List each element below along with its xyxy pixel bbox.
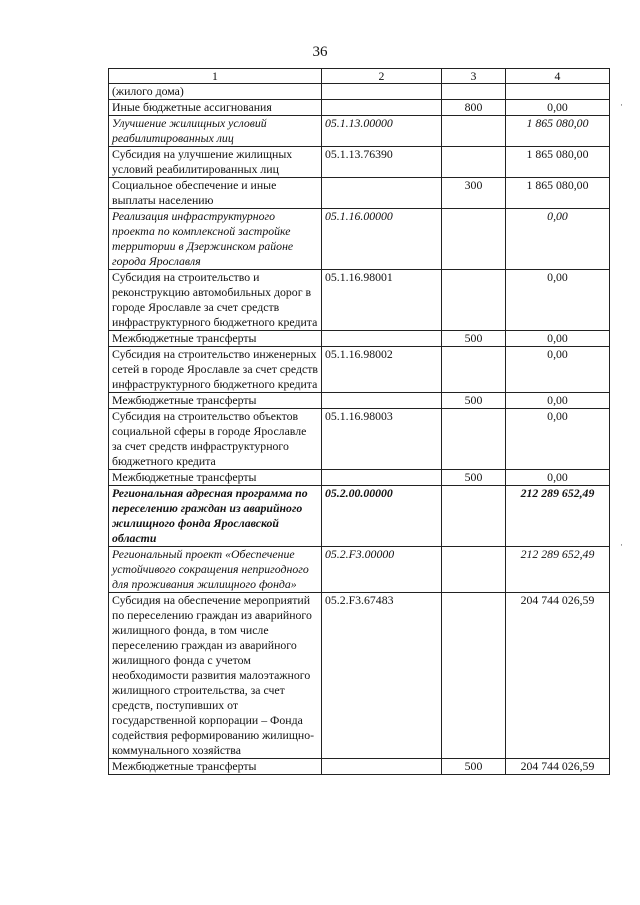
- margin-mark: ·: [620, 540, 623, 550]
- cell-code: 05.1.16.98003: [322, 409, 442, 470]
- page-number: 36: [312, 44, 328, 60]
- table-row: [109, 100, 610, 116]
- cell-name: Субсидия на строительство инженерных сетей в городе Ярославле за счет средств инфраструктурного бюджетного кредита: [109, 347, 322, 393]
- table-row: [109, 593, 610, 759]
- cell-type: [442, 409, 506, 470]
- cell-name: (жилого дома): [109, 84, 322, 100]
- cell-code: [322, 84, 442, 100]
- cell-name: Субсидия на улучшение жилищных условий реабилитированных лиц: [109, 147, 322, 178]
- header-col-1: 1: [109, 69, 322, 84]
- cell-amount: 0,00: [506, 409, 610, 470]
- cell-code: 05.1.13.76390: [322, 147, 442, 178]
- cell-code: [322, 393, 442, 409]
- table-row: [109, 393, 610, 409]
- cell-code: [322, 178, 442, 209]
- table-row: [109, 331, 610, 347]
- cell-name: Межбюджетные трансферты: [109, 470, 322, 486]
- table-row: [109, 547, 610, 593]
- cell-amount: 204 744 026,59: [506, 593, 610, 759]
- table-row: [109, 486, 610, 547]
- cell-code: 05.2.F3.00000: [322, 547, 442, 593]
- cell-name: Улучшение жилищных условий реабилитированных лиц: [109, 116, 322, 147]
- cell-code: [322, 759, 442, 775]
- cell-code: 05.1.16.98002: [322, 347, 442, 393]
- cell-type: 500: [442, 393, 506, 409]
- cell-code: 05.1.13.00000: [322, 116, 442, 147]
- table-row: [109, 347, 610, 393]
- cell-amount: 204 744 026,59: [506, 759, 610, 775]
- cell-name: Межбюджетные трансферты: [109, 393, 322, 409]
- cell-amount: 0,00: [506, 209, 610, 270]
- cell-type: 800: [442, 100, 506, 116]
- cell-name: Региональный проект «Обеспечение устойчивого сокращения непригодного для проживания жилищного фонда»: [109, 547, 322, 593]
- cell-type: [442, 347, 506, 393]
- table-row: [109, 178, 610, 209]
- cell-code: 05.2.F3.67483: [322, 593, 442, 759]
- cell-name: Региональная адресная программа по переселению граждан из аварийного жилищного фонда Ярославской области: [109, 486, 322, 547]
- cell-amount: 0,00: [506, 331, 610, 347]
- cell-amount: [506, 84, 610, 100]
- cell-code: 05.2.00.00000: [322, 486, 442, 547]
- cell-name: Субсидия на строительство и реконструкцию автомобильных дорог в городе Ярославле за счет средств инфраструктурного бюджетного кредита: [109, 270, 322, 331]
- cell-amount: 212 289 652,49: [506, 547, 610, 593]
- table-body: [109, 84, 610, 775]
- cell-name: Межбюджетные трансферты: [109, 331, 322, 347]
- cell-amount: 0,00: [506, 100, 610, 116]
- cell-amount: 1 865 080,00: [506, 116, 610, 147]
- cell-type: [442, 270, 506, 331]
- header-col-3: 3: [442, 69, 506, 84]
- cell-type: [442, 116, 506, 147]
- cell-code: 05.1.16.98001: [322, 270, 442, 331]
- cell-amount: 0,00: [506, 470, 610, 486]
- table-row: [109, 470, 610, 486]
- cell-type: [442, 547, 506, 593]
- cell-type: 500: [442, 470, 506, 486]
- table-row: [109, 409, 610, 470]
- cell-amount: 1 865 080,00: [506, 178, 610, 209]
- cell-code: [322, 470, 442, 486]
- cell-type: [442, 84, 506, 100]
- cell-code: [322, 100, 442, 116]
- cell-name: Субсидия на обеспечение мероприятий по переселению граждан из аварийного жилищного фонда, в том числе переселению граждан из аварийного жилищного фонда с учетом необходимости развития малоэтажного жилищного строительства, за счет средств, поступивших от государственной корпорации – Фонда содействия реформированию жилищно-коммунального хозяйства: [109, 593, 322, 759]
- margin-mark: ·: [620, 100, 623, 110]
- header-col-4: 4: [506, 69, 610, 84]
- cell-amount: 0,00: [506, 347, 610, 393]
- table-row: [109, 147, 610, 178]
- cell-type: [442, 486, 506, 547]
- cell-code: 05.1.16.00000: [322, 209, 442, 270]
- cell-amount: 0,00: [506, 270, 610, 331]
- cell-name: Реализация инфраструктурного проекта по комплексной застройке территории в Дзержинском районе города Ярославля: [109, 209, 322, 270]
- cell-type: [442, 147, 506, 178]
- table-row: [109, 209, 610, 270]
- table-row: [109, 759, 610, 775]
- cell-type: [442, 209, 506, 270]
- cell-type: [442, 593, 506, 759]
- cell-amount: 1 865 080,00: [506, 147, 610, 178]
- cell-amount: 0,00: [506, 393, 610, 409]
- cell-type: 500: [442, 331, 506, 347]
- cell-amount: 212 289 652,49: [506, 486, 610, 547]
- cell-name: Межбюджетные трансферты: [109, 759, 322, 775]
- cell-type: 500: [442, 759, 506, 775]
- cell-name: Иные бюджетные ассигнования: [109, 100, 322, 116]
- budget-table: [108, 68, 610, 775]
- cell-name: Социальное обеспечение и иные выплаты населению: [109, 178, 322, 209]
- table-row: [109, 84, 610, 100]
- cell-name: Субсидия на строительство объектов социальной сферы в городе Ярославле за счет средств инфраструктурного бюджетного кредита: [109, 409, 322, 470]
- cell-type: 300: [442, 178, 506, 209]
- header-col-2: 2: [322, 69, 442, 84]
- table-row: [109, 116, 610, 147]
- cell-code: [322, 331, 442, 347]
- table-header-row: [109, 69, 610, 84]
- table-row: [109, 270, 610, 331]
